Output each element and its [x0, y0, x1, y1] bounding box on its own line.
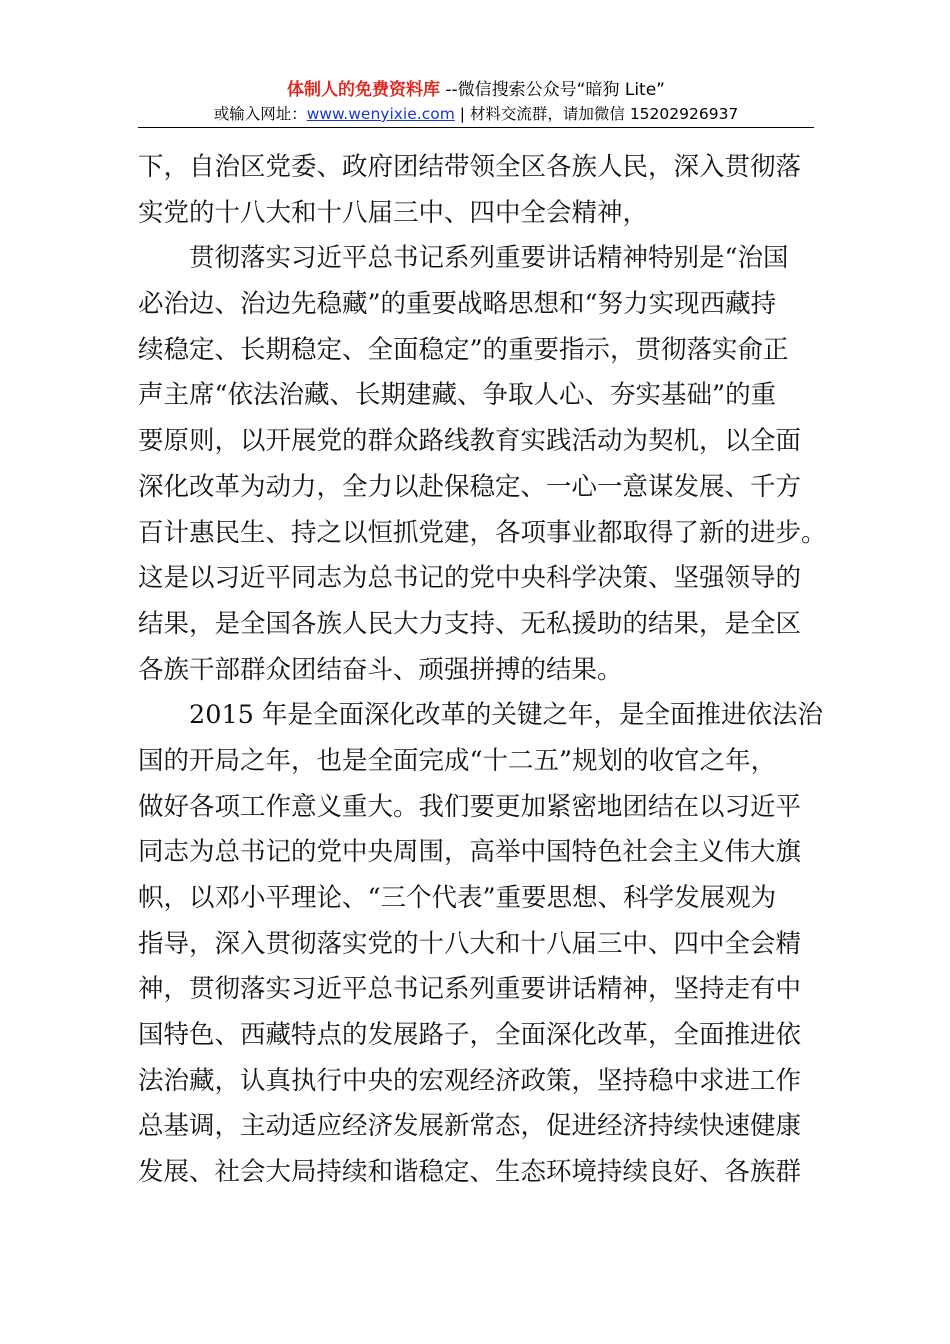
- header-divider: [138, 127, 814, 128]
- body-text: [138, 145, 827, 1196]
- text-line: 国的开局之年，也是全面完成“十二五”规划的收官之年，: [138, 745, 777, 776]
- page-header: [138, 78, 814, 126]
- text-line: 这是以习近平同志为总书记的党中央科学决策、坚强领导的: [138, 563, 802, 594]
- text-line: 国特色、西藏特点的发展路子，全面深化改革，全面推进依: [138, 1020, 802, 1051]
- text-line: 百计惠民生、持之以恒抓党建，各项事业都取得了新的进步。: [138, 517, 827, 548]
- text-line: 2015 年是全面深化改革的关键之年，是全面推进依法治: [189, 700, 824, 731]
- header-url-prefix: 或输入网址：: [213, 105, 307, 123]
- text-line: 深化改革为动力，全力以赴保稳定、一心一意谋发展、千方: [138, 471, 802, 502]
- text-line: 续稳定、长期稳定、全面稳定”的重要指示，贯彻落实俞正: [138, 334, 789, 365]
- header-tagline: --微信搜索公众号“暗狗 Lite”: [439, 80, 665, 100]
- text-line: 声主席“依法治藏、长期建藏、争取人心、夯实基础”的重: [138, 380, 777, 411]
- text-line: 神，贯彻落实习近平总书记系列重要讲话精神，坚持走有中: [138, 974, 802, 1005]
- header-url-link[interactable]: www.wenyixie.com: [306, 105, 455, 123]
- text-line: 结果，是全国各族人民大力支持、无私援助的结果，是全区: [138, 608, 802, 639]
- text-line: 同志为总书记的党中央周围，高举中国特色社会主义伟大旗: [138, 837, 802, 868]
- text-line: 指导，深入贯彻落实党的十八大和十八届三中、四中全会精: [138, 928, 802, 959]
- header-line-1: [138, 78, 814, 102]
- text-line: 帜，以邓小平理论、“三个代表”重要思想、科学发展观为: [138, 883, 777, 913]
- text-line: 必治边、治边先稳藏”的重要战略思想和“努力实现西藏持: [138, 289, 777, 320]
- text-line: 发展、社会大局持续和谐稳定、生态环境持续良好、各族群: [138, 1157, 802, 1188]
- header-contact: | 材料交流群，请加微信 15202926937: [454, 105, 739, 123]
- text-line: 要原则，以开展党的群众路线教育实践活动为契机，以全面: [138, 426, 802, 457]
- text-line: 法治藏，认真执行中央的宏观经济政策，坚持稳中求进工作: [138, 1065, 802, 1096]
- text-line: 总基调，主动适应经济发展新常态，促进经济持续快速健康: [138, 1111, 802, 1142]
- text-line: 下，自治区党委、政府团结带领全区各族人民，深入贯彻落: [138, 152, 802, 182]
- text-line: 贯彻落实习近平总书记系列重要讲话精神特别是“治国: [189, 243, 789, 274]
- text-line: 实党的十八大和十八届三中、四中全会精神，: [138, 197, 649, 228]
- text-line: 做好各项工作意义重大。我们要更加紧密地团结在以习近平: [138, 791, 802, 822]
- header-brand: 体制人的免费资料库: [286, 80, 440, 100]
- header-line-2: [138, 102, 814, 126]
- text-line: 各族干部群众团结奋斗、顽强拼搏的结果。: [138, 654, 623, 685]
